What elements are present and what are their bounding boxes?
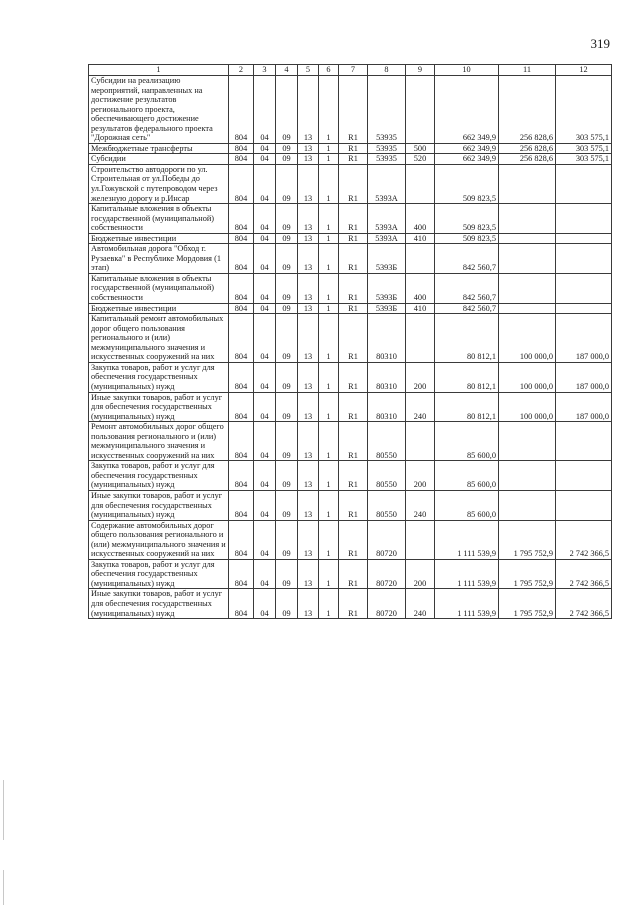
cell-amount-year2: 256 828,6 <box>499 143 556 154</box>
cell-target-code: 80720 <box>368 559 406 589</box>
cell-section: 04 <box>254 392 276 422</box>
cell-admin-code: 804 <box>229 314 254 363</box>
row-name: Субсидии <box>89 154 229 165</box>
cell-admin-code: 804 <box>229 76 254 144</box>
cell-amount-year1: 509 823,5 <box>435 233 499 244</box>
cell-target-code: 80310 <box>368 392 406 422</box>
cell-amount-year3 <box>556 233 612 244</box>
cell-project: R1 <box>339 164 368 203</box>
table-row <box>89 164 612 203</box>
cell-subsection: 09 <box>276 233 298 244</box>
cell-program: 13 <box>298 244 319 274</box>
cell-amount-year2 <box>499 490 556 520</box>
cell-amount-year2: 100 000,0 <box>499 392 556 422</box>
cell-project: R1 <box>339 303 368 314</box>
column-header: 8 <box>368 65 406 76</box>
cell-amount-year1: 662 349,9 <box>435 76 499 144</box>
cell-expense-type: 410 <box>406 303 435 314</box>
cell-admin-code: 804 <box>229 422 254 461</box>
row-name: Ремонт автомобильных дорог общего пользования регионального и (или) межмуниципального значения и искусственных сооружений на них <box>89 422 229 461</box>
cell-program: 13 <box>298 589 319 619</box>
cell-expense-type: 500 <box>406 143 435 154</box>
row-name: Межбюджетные трансферты <box>89 143 229 154</box>
cell-subprogram: 1 <box>319 164 339 203</box>
budget-table <box>88 64 612 619</box>
cell-section: 04 <box>254 559 276 589</box>
cell-amount-year3 <box>556 490 612 520</box>
cell-project: R1 <box>339 589 368 619</box>
cell-section: 04 <box>254 273 276 303</box>
cell-target-code: 5393А <box>368 164 406 203</box>
cell-subprogram: 1 <box>319 589 339 619</box>
cell-amount-year1: 662 349,9 <box>435 154 499 165</box>
cell-project: R1 <box>339 520 368 559</box>
cell-program: 13 <box>298 143 319 154</box>
cell-project: R1 <box>339 244 368 274</box>
cell-amount-year2: 1 795 752,9 <box>499 589 556 619</box>
cell-amount-year2 <box>499 303 556 314</box>
column-header: 2 <box>229 65 254 76</box>
cell-program: 13 <box>298 164 319 203</box>
table-row <box>89 559 612 589</box>
cell-amount-year2 <box>499 204 556 234</box>
cell-amount-year3 <box>556 164 612 203</box>
cell-program: 13 <box>298 559 319 589</box>
table-row <box>89 362 612 392</box>
cell-section: 04 <box>254 164 276 203</box>
cell-section: 04 <box>254 520 276 559</box>
cell-admin-code: 804 <box>229 303 254 314</box>
cell-expense-type: 200 <box>406 362 435 392</box>
scan-edge-line <box>3 780 4 840</box>
row-name: Строительство автодороги по ул. Строительная от ул.Победы до ул.Гожувской с путепроводом через железную дорогу и р.Инсар <box>89 164 229 203</box>
table-row <box>89 314 612 363</box>
cell-admin-code: 804 <box>229 520 254 559</box>
column-header: 7 <box>339 65 368 76</box>
cell-expense-type <box>406 76 435 144</box>
table-row <box>89 392 612 422</box>
cell-section: 04 <box>254 461 276 491</box>
cell-subprogram: 1 <box>319 303 339 314</box>
table-row <box>89 273 612 303</box>
row-name: Капитальные вложения в объекты государственной (муниципальной) собственности <box>89 204 229 234</box>
cell-admin-code: 804 <box>229 273 254 303</box>
cell-program: 13 <box>298 461 319 491</box>
cell-subsection: 09 <box>276 559 298 589</box>
cell-expense-type: 520 <box>406 154 435 165</box>
cell-admin-code: 804 <box>229 233 254 244</box>
cell-amount-year3: 2 742 366,5 <box>556 589 612 619</box>
table-row <box>89 303 612 314</box>
cell-program: 13 <box>298 422 319 461</box>
row-name: Иные закупки товаров, работ и услуг для обеспечения государственных (муниципальных) нужд <box>89 589 229 619</box>
cell-target-code: 53935 <box>368 76 406 144</box>
cell-target-code: 53935 <box>368 154 406 165</box>
cell-target-code: 5393Б <box>368 303 406 314</box>
cell-admin-code: 804 <box>229 244 254 274</box>
cell-amount-year3: 2 742 366,5 <box>556 520 612 559</box>
cell-admin-code: 804 <box>229 164 254 203</box>
cell-admin-code: 804 <box>229 589 254 619</box>
row-name: Закупка товаров, работ и услуг для обеспечения государственных (муниципальных) нужд <box>89 559 229 589</box>
cell-subprogram: 1 <box>319 520 339 559</box>
cell-section: 04 <box>254 233 276 244</box>
cell-project: R1 <box>339 559 368 589</box>
cell-expense-type: 200 <box>406 461 435 491</box>
row-name: Бюджетные инвестиции <box>89 233 229 244</box>
cell-subsection: 09 <box>276 490 298 520</box>
cell-subprogram: 1 <box>319 273 339 303</box>
row-name: Закупка товаров, работ и услуг для обеспечения государственных (муниципальных) нужд <box>89 461 229 491</box>
cell-amount-year2: 256 828,6 <box>499 154 556 165</box>
cell-target-code: 80310 <box>368 362 406 392</box>
cell-admin-code: 804 <box>229 154 254 165</box>
cell-expense-type: 240 <box>406 392 435 422</box>
column-header: 3 <box>254 65 276 76</box>
cell-subprogram: 1 <box>319 392 339 422</box>
cell-subsection: 09 <box>276 589 298 619</box>
cell-expense-type: 410 <box>406 233 435 244</box>
cell-project: R1 <box>339 461 368 491</box>
cell-amount-year1: 509 823,5 <box>435 164 499 203</box>
cell-amount-year3 <box>556 273 612 303</box>
cell-project: R1 <box>339 314 368 363</box>
cell-amount-year3: 187 000,0 <box>556 314 612 363</box>
row-name: Капитальные вложения в объекты государственной (муниципальной) собственности <box>89 273 229 303</box>
cell-project: R1 <box>339 154 368 165</box>
row-name: Закупка товаров, работ и услуг для обеспечения государственных (муниципальных) нужд <box>89 362 229 392</box>
cell-admin-code: 804 <box>229 559 254 589</box>
cell-subprogram: 1 <box>319 154 339 165</box>
cell-amount-year3: 187 000,0 <box>556 392 612 422</box>
cell-amount-year2 <box>499 233 556 244</box>
cell-amount-year3: 303 575,1 <box>556 76 612 144</box>
cell-amount-year1: 842 560,7 <box>435 244 499 274</box>
cell-project: R1 <box>339 143 368 154</box>
cell-amount-year1: 80 812,1 <box>435 392 499 422</box>
cell-admin-code: 804 <box>229 490 254 520</box>
column-header: 9 <box>406 65 435 76</box>
cell-amount-year3 <box>556 303 612 314</box>
cell-amount-year2 <box>499 273 556 303</box>
cell-program: 13 <box>298 314 319 363</box>
cell-subsection: 09 <box>276 461 298 491</box>
cell-subsection: 09 <box>276 314 298 363</box>
cell-section: 04 <box>254 76 276 144</box>
column-header: 4 <box>276 65 298 76</box>
row-name: Иные закупки товаров, работ и услуг для обеспечения государственных (муниципальных) нужд <box>89 490 229 520</box>
cell-subsection: 09 <box>276 164 298 203</box>
cell-subsection: 09 <box>276 143 298 154</box>
cell-expense-type: 400 <box>406 204 435 234</box>
cell-admin-code: 804 <box>229 392 254 422</box>
table-row <box>89 204 612 234</box>
column-header: 6 <box>319 65 339 76</box>
cell-subprogram: 1 <box>319 244 339 274</box>
cell-amount-year1: 662 349,9 <box>435 143 499 154</box>
column-header: 12 <box>556 65 612 76</box>
cell-program: 13 <box>298 204 319 234</box>
cell-amount-year3 <box>556 422 612 461</box>
cell-section: 04 <box>254 143 276 154</box>
cell-admin-code: 804 <box>229 143 254 154</box>
cell-subsection: 09 <box>276 76 298 144</box>
cell-subprogram: 1 <box>319 204 339 234</box>
cell-amount-year2: 100 000,0 <box>499 314 556 363</box>
cell-section: 04 <box>254 362 276 392</box>
row-name: Иные закупки товаров, работ и услуг для обеспечения государственных (муниципальных) нужд <box>89 392 229 422</box>
cell-amount-year1: 842 560,7 <box>435 273 499 303</box>
cell-program: 13 <box>298 303 319 314</box>
cell-amount-year3: 187 000,0 <box>556 362 612 392</box>
cell-amount-year3 <box>556 461 612 491</box>
cell-section: 04 <box>254 244 276 274</box>
cell-program: 13 <box>298 273 319 303</box>
cell-subsection: 09 <box>276 303 298 314</box>
cell-amount-year1: 80 812,1 <box>435 314 499 363</box>
scan-edge-line <box>3 870 4 905</box>
cell-program: 13 <box>298 362 319 392</box>
cell-subprogram: 1 <box>319 362 339 392</box>
cell-subprogram: 1 <box>319 490 339 520</box>
cell-project: R1 <box>339 204 368 234</box>
cell-admin-code: 804 <box>229 461 254 491</box>
table-row <box>89 154 612 165</box>
cell-amount-year3 <box>556 244 612 274</box>
cell-subprogram: 1 <box>319 559 339 589</box>
cell-amount-year2 <box>499 461 556 491</box>
cell-expense-type: 240 <box>406 490 435 520</box>
cell-section: 04 <box>254 589 276 619</box>
cell-amount-year3: 303 575,1 <box>556 154 612 165</box>
cell-target-code: 5393А <box>368 233 406 244</box>
table-row <box>89 520 612 559</box>
cell-expense-type <box>406 164 435 203</box>
cell-subsection: 09 <box>276 362 298 392</box>
table-row <box>89 233 612 244</box>
column-header: 5 <box>298 65 319 76</box>
cell-subsection: 09 <box>276 244 298 274</box>
cell-section: 04 <box>254 314 276 363</box>
table-row <box>89 589 612 619</box>
cell-subsection: 09 <box>276 273 298 303</box>
cell-amount-year1: 842 560,7 <box>435 303 499 314</box>
page-number: 319 <box>590 36 610 51</box>
table-row <box>89 461 612 491</box>
table-row <box>89 76 612 144</box>
cell-subsection: 09 <box>276 392 298 422</box>
cell-amount-year1: 85 600,0 <box>435 461 499 491</box>
cell-amount-year2: 100 000,0 <box>499 362 556 392</box>
cell-amount-year1: 80 812,1 <box>435 362 499 392</box>
cell-amount-year1: 1 111 539,9 <box>435 559 499 589</box>
column-header: 10 <box>435 65 499 76</box>
cell-amount-year2: 1 795 752,9 <box>499 520 556 559</box>
cell-amount-year2: 1 795 752,9 <box>499 559 556 589</box>
row-name: Бюджетные инвестиции <box>89 303 229 314</box>
cell-target-code: 80720 <box>368 520 406 559</box>
cell-project: R1 <box>339 392 368 422</box>
cell-amount-year1: 1 111 539,9 <box>435 589 499 619</box>
cell-amount-year1: 85 600,0 <box>435 490 499 520</box>
cell-expense-type <box>406 422 435 461</box>
cell-expense-type <box>406 314 435 363</box>
cell-target-code: 80550 <box>368 461 406 491</box>
cell-subprogram: 1 <box>319 422 339 461</box>
cell-project: R1 <box>339 273 368 303</box>
cell-amount-year2 <box>499 422 556 461</box>
cell-target-code: 53935 <box>368 143 406 154</box>
cell-project: R1 <box>339 233 368 244</box>
cell-amount-year1: 85 600,0 <box>435 422 499 461</box>
cell-subsection: 09 <box>276 422 298 461</box>
cell-amount-year3 <box>556 204 612 234</box>
cell-subsection: 09 <box>276 204 298 234</box>
row-name: Субсидии на реализацию мероприятий, направленных на достижение результатов регионального проекта, обеспечивающего достижение результатов федерального проекта "Дорожная сеть" <box>89 76 229 144</box>
cell-program: 13 <box>298 154 319 165</box>
cell-project: R1 <box>339 422 368 461</box>
cell-subprogram: 1 <box>319 233 339 244</box>
table-header-row <box>89 65 612 76</box>
row-name: Содержание автомобильных дорог общего пользования регионального и (или) межмуниципального значения и искусственных сооружений на них <box>89 520 229 559</box>
cell-amount-year2 <box>499 164 556 203</box>
table-body <box>89 76 612 619</box>
cell-expense-type <box>406 244 435 274</box>
cell-amount-year1: 509 823,5 <box>435 204 499 234</box>
cell-section: 04 <box>254 204 276 234</box>
cell-target-code: 80720 <box>368 589 406 619</box>
cell-target-code: 5393Б <box>368 244 406 274</box>
cell-project: R1 <box>339 362 368 392</box>
cell-expense-type: 200 <box>406 559 435 589</box>
cell-expense-type: 240 <box>406 589 435 619</box>
cell-subsection: 09 <box>276 154 298 165</box>
cell-target-code: 80550 <box>368 422 406 461</box>
cell-admin-code: 804 <box>229 204 254 234</box>
cell-subprogram: 1 <box>319 314 339 363</box>
cell-amount-year1: 1 111 539,9 <box>435 520 499 559</box>
table-row <box>89 422 612 461</box>
cell-target-code: 80310 <box>368 314 406 363</box>
cell-section: 04 <box>254 422 276 461</box>
cell-target-code: 5393Б <box>368 273 406 303</box>
cell-amount-year3: 303 575,1 <box>556 143 612 154</box>
cell-section: 04 <box>254 154 276 165</box>
cell-target-code: 5393А <box>368 204 406 234</box>
cell-expense-type: 400 <box>406 273 435 303</box>
cell-subprogram: 1 <box>319 143 339 154</box>
cell-subprogram: 1 <box>319 76 339 144</box>
table-row <box>89 244 612 274</box>
cell-admin-code: 804 <box>229 362 254 392</box>
cell-program: 13 <box>298 392 319 422</box>
cell-expense-type <box>406 520 435 559</box>
cell-program: 13 <box>298 490 319 520</box>
cell-program: 13 <box>298 520 319 559</box>
cell-target-code: 80550 <box>368 490 406 520</box>
cell-section: 04 <box>254 490 276 520</box>
cell-program: 13 <box>298 76 319 144</box>
cell-amount-year3: 2 742 366,5 <box>556 559 612 589</box>
cell-project: R1 <box>339 490 368 520</box>
cell-amount-year2: 256 828,6 <box>499 76 556 144</box>
cell-program: 13 <box>298 233 319 244</box>
cell-subsection: 09 <box>276 520 298 559</box>
cell-project: R1 <box>339 76 368 144</box>
cell-amount-year2 <box>499 244 556 274</box>
cell-section: 04 <box>254 303 276 314</box>
column-header: 1 <box>89 65 229 76</box>
row-name: Автомобильная дорога "Обход г. Рузаевка" в Республике Мордовия (1 этап) <box>89 244 229 274</box>
cell-subprogram: 1 <box>319 461 339 491</box>
table-row <box>89 143 612 154</box>
row-name: Капитальный ремонт автомобильных дорог общего пользования регионального и (или) межмуниципального значения и искусственных сооружений на них <box>89 314 229 363</box>
column-header: 11 <box>499 65 556 76</box>
table-row <box>89 490 612 520</box>
